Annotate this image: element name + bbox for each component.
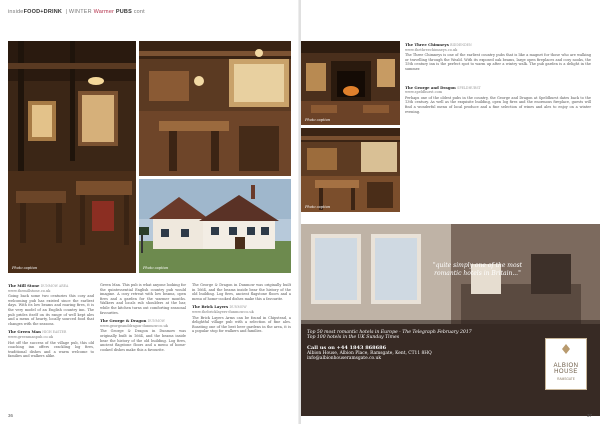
article-body: Going back some two centuries this cosy and welcoming pub has existed since the earliest days. With its low beams and roaring fires, it is the very model of an English country inn. The pub prides itself on its range of well kept ales and a menu of hearty, locally sourced food that changes with the seasons. [8, 294, 94, 326]
article-title-text: The Brick Layers [192, 304, 229, 310]
left-page [0, 0, 299, 424]
subheading-highlight: Warmer [93, 9, 115, 15]
article-body-continued: The George & Dragon in Dunmow was originally built in 1664, and the beams inside bear the history of the old building. Log fires, ancient flagstone floors and a menu of home-cooked dishes make this a favourite. [192, 283, 291, 301]
text-column-3 [192, 282, 291, 334]
article-body-continued: Green Man. This pub is what anyone looking for the quintessential English country pub would imagine. A cosy retreat with low beams, open fires and a garden for the warmer months. Walkers and locals rub shoulders at the bar, while the kitchen turns out comforting seasonal favourites. [100, 283, 186, 315]
article-title-text: The Three Chimneys [405, 42, 449, 47]
logo-text-1: ALBION [553, 363, 579, 369]
article-location: BIDDENDEN [450, 43, 472, 47]
article-body: Perhaps one of the oldest pubs in the country, the George and Dragon at Speldhurst dates back to the 13th century. As well as the exquisite building, open log fires and the enormous fireplace, guests will find a wonderful menu of local produce and a fine selection of wines and ales to enjoy on a winter evening. [405, 95, 591, 114]
albion-quote: "quite simply one of the most romantic hotels in Britain..." [432, 262, 523, 277]
photo-caption-3: Photo caption [305, 118, 331, 122]
article-body: Hot off the success of the village pub, this old coaching inn offers crackling log fires, traditional dishes and a warm welcome to families and walkers alike. [8, 340, 94, 359]
article-body: The George & Dragon in Dunmow was originally built in 1664, and the beams inside bear the history of the old building. Log fires, ancient flagstone floors and a menu of home-cooked dishes make this a favourite. [100, 329, 186, 352]
pub-exterior-photo [139, 179, 291, 273]
page-number-right: 37 [586, 413, 592, 418]
article-url[interactable]: www.thethreechimneys.co.uk [405, 47, 458, 52]
albion-award-1: Top 50 most romantic hotels in Europe - The Telegraph February 2017 [307, 330, 472, 335]
logo-sub: RAMSGATE [557, 377, 575, 381]
article-location: DUNMOW AREA [40, 284, 69, 288]
pub-dining-photo [301, 128, 400, 212]
article-url[interactable]: www.thebricklayers-dunmow.co.uk [192, 309, 254, 314]
subheading: WINTER [68, 9, 92, 15]
article-title-text: The George and Dragon [405, 84, 456, 90]
article-url[interactable]: www.themillstone.co.uk [8, 288, 51, 293]
article-title-text: The George & Dragon [100, 318, 147, 324]
article-location: HIGH EASTER [42, 330, 67, 335]
photo-caption-1: Photo caption [12, 266, 38, 270]
article-url[interactable]: www.georgeanddragon-dunmow.co.uk [100, 323, 168, 328]
albion-crest-icon [546, 342, 586, 356]
article-body: The Three Chimneys is one of the earliest country pubs that is like a magnet for those who are walking or travelling through the Weald. With its exposed oak beams, large open fireplaces and cosy nooks, the 15th century inn is the perfect spot to warm up after a wintry walk. The pub garden is a delight in the summer. [405, 53, 591, 71]
article-location: SPELDHURST [457, 85, 481, 90]
text-column-1 [8, 282, 94, 359]
albion-award-2: Top 100 hotels in the UK Sunday Times [307, 335, 400, 340]
pub-bar-photo [139, 41, 291, 176]
article-url[interactable]: www.speldhurst.com [405, 90, 443, 95]
logo-text-2: HOUSE [554, 369, 578, 375]
text-column-right [405, 41, 591, 114]
article-url[interactable]: www.greenmanpub.co.uk [8, 334, 53, 339]
section-prefix: inside [8, 9, 24, 15]
albion-address: Albion House, Albion Place, Ramsgate, Kent, CT11 8HQ [307, 351, 432, 356]
article-title-text: The Green Man [8, 329, 41, 335]
page-number-left: 36 [8, 413, 14, 418]
article-body: The Brick Layers Arms can be found in Chipstead, a delightful village pub with a selection of fine ales. Boasting one of the best beer gardens in the area, it is a popular stop for walkers and families. [192, 315, 291, 334]
pub-fireplace-photo [301, 41, 400, 125]
section-name: FOOD+DRINK [23, 9, 63, 15]
subheading-cont: cont [133, 9, 145, 15]
albion-phone[interactable]: Call us on +44 1843 868686 [307, 345, 387, 351]
albion-info [307, 330, 537, 361]
right-page [301, 0, 600, 424]
article-title-text: The Mill Stone [8, 283, 40, 288]
article-location: DUNMOW [147, 319, 165, 324]
pub-interior-photo-left [8, 41, 136, 273]
subheading-rest: PUBS [115, 9, 132, 15]
albion-house-logo [545, 338, 587, 390]
photo-caption-4: Photo caption [305, 205, 331, 209]
text-column-2 [100, 282, 186, 352]
article-location: DUNMOW [229, 305, 247, 310]
section-header: insideFOOD+DRINK | WINTER Warmer PUBS cont [8, 9, 145, 15]
albion-email[interactable]: info@albionhouseramsgate.co.uk [307, 356, 381, 361]
photo-caption-2: Photo caption [143, 266, 169, 270]
